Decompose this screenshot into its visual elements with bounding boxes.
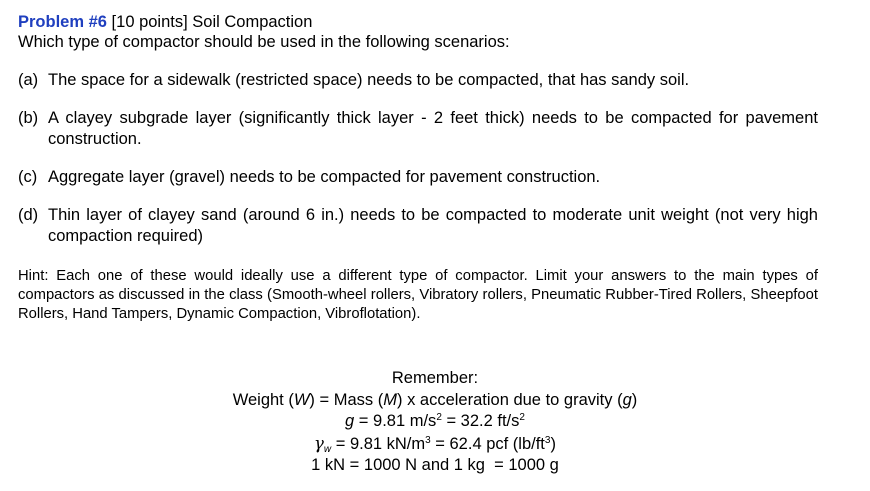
problem-title bbox=[18, 12, 818, 32]
gravity-equation bbox=[0, 411, 870, 433]
var-g: g bbox=[345, 412, 355, 430]
eq-text: = 62.4 pcf (lb/ft bbox=[430, 434, 545, 453]
eq-text: Weight ( bbox=[232, 390, 294, 409]
hint-paragraph: Hint: Each one of these would ideally use a different type of compactor. Limit your answers to the main types of compactors as discussed in the class (Smooth-wheel rollers, Vibratory rollers, Pneumatic Rubber-Tired Rollers, Sheepfoot Rollers, Hand Tampers, Dynamic Compaction, Vibroflotation). bbox=[18, 268, 818, 322]
gamma-symbol: γ bbox=[314, 433, 324, 453]
eq-text: ) bbox=[550, 434, 556, 453]
scenario-label: (b) bbox=[18, 109, 39, 127]
problem-intro: Which type of compactor should be used in the following scenarios: bbox=[18, 33, 510, 51]
scenario-text: The space for a sidewalk (restricted space) needs to be compacted, that has sandy soil. bbox=[48, 71, 690, 89]
eq-text: ) = Mass ( bbox=[309, 390, 384, 409]
var-w: W bbox=[293, 390, 310, 409]
scenario-c bbox=[18, 167, 818, 188]
water-unit-weight-equation bbox=[0, 433, 870, 456]
scenario-text: Aggregate layer (gravel) needs to be compacted for pavement construction. bbox=[48, 168, 601, 186]
weight-equation bbox=[0, 390, 870, 412]
subscript: w bbox=[323, 443, 332, 455]
unit-conversion-line: 1 kN = 1000 N and 1 kg = 1000 g bbox=[311, 456, 559, 474]
scenario-label: (c) bbox=[18, 168, 38, 186]
scenario-b bbox=[18, 108, 818, 150]
remember-heading: Remember: bbox=[391, 369, 479, 387]
scenario-a bbox=[18, 70, 818, 91]
var-m: M bbox=[383, 390, 397, 409]
eq-text: ) x acceleration due to gravity ( bbox=[396, 390, 623, 409]
problem-points-title: [10 points] Soil Compaction bbox=[106, 13, 313, 31]
eq-text: ) bbox=[631, 390, 638, 409]
scenario-list bbox=[18, 70, 818, 247]
exponent: 3 bbox=[425, 434, 431, 446]
var-g: g bbox=[622, 390, 632, 409]
exponent: 2 bbox=[519, 412, 525, 423]
remember-box bbox=[0, 368, 870, 477]
problem-number: Problem #6 bbox=[18, 13, 107, 31]
scenario-label: (d) bbox=[18, 206, 39, 224]
problem-section bbox=[18, 12, 818, 324]
eq-text: = 9.81 kN/m bbox=[331, 434, 426, 453]
scenario-text: Thin layer of clayey sand (around 6 in.) needs to be compacted to moderate unit weight (not very high compaction required) bbox=[48, 206, 818, 245]
scenario-text: A clayey subgrade layer (significantly thick layer - 2 feet thick) needs to be compacted for pavement construction. bbox=[48, 109, 818, 148]
scenario-label: (a) bbox=[18, 71, 39, 89]
eq-text: = 9.81 m/s bbox=[354, 412, 437, 430]
exponent: 3 bbox=[544, 434, 551, 446]
eq-text: = 32.2 ft/s bbox=[441, 412, 520, 430]
scenario-d bbox=[18, 205, 818, 247]
exponent: 2 bbox=[436, 412, 442, 423]
